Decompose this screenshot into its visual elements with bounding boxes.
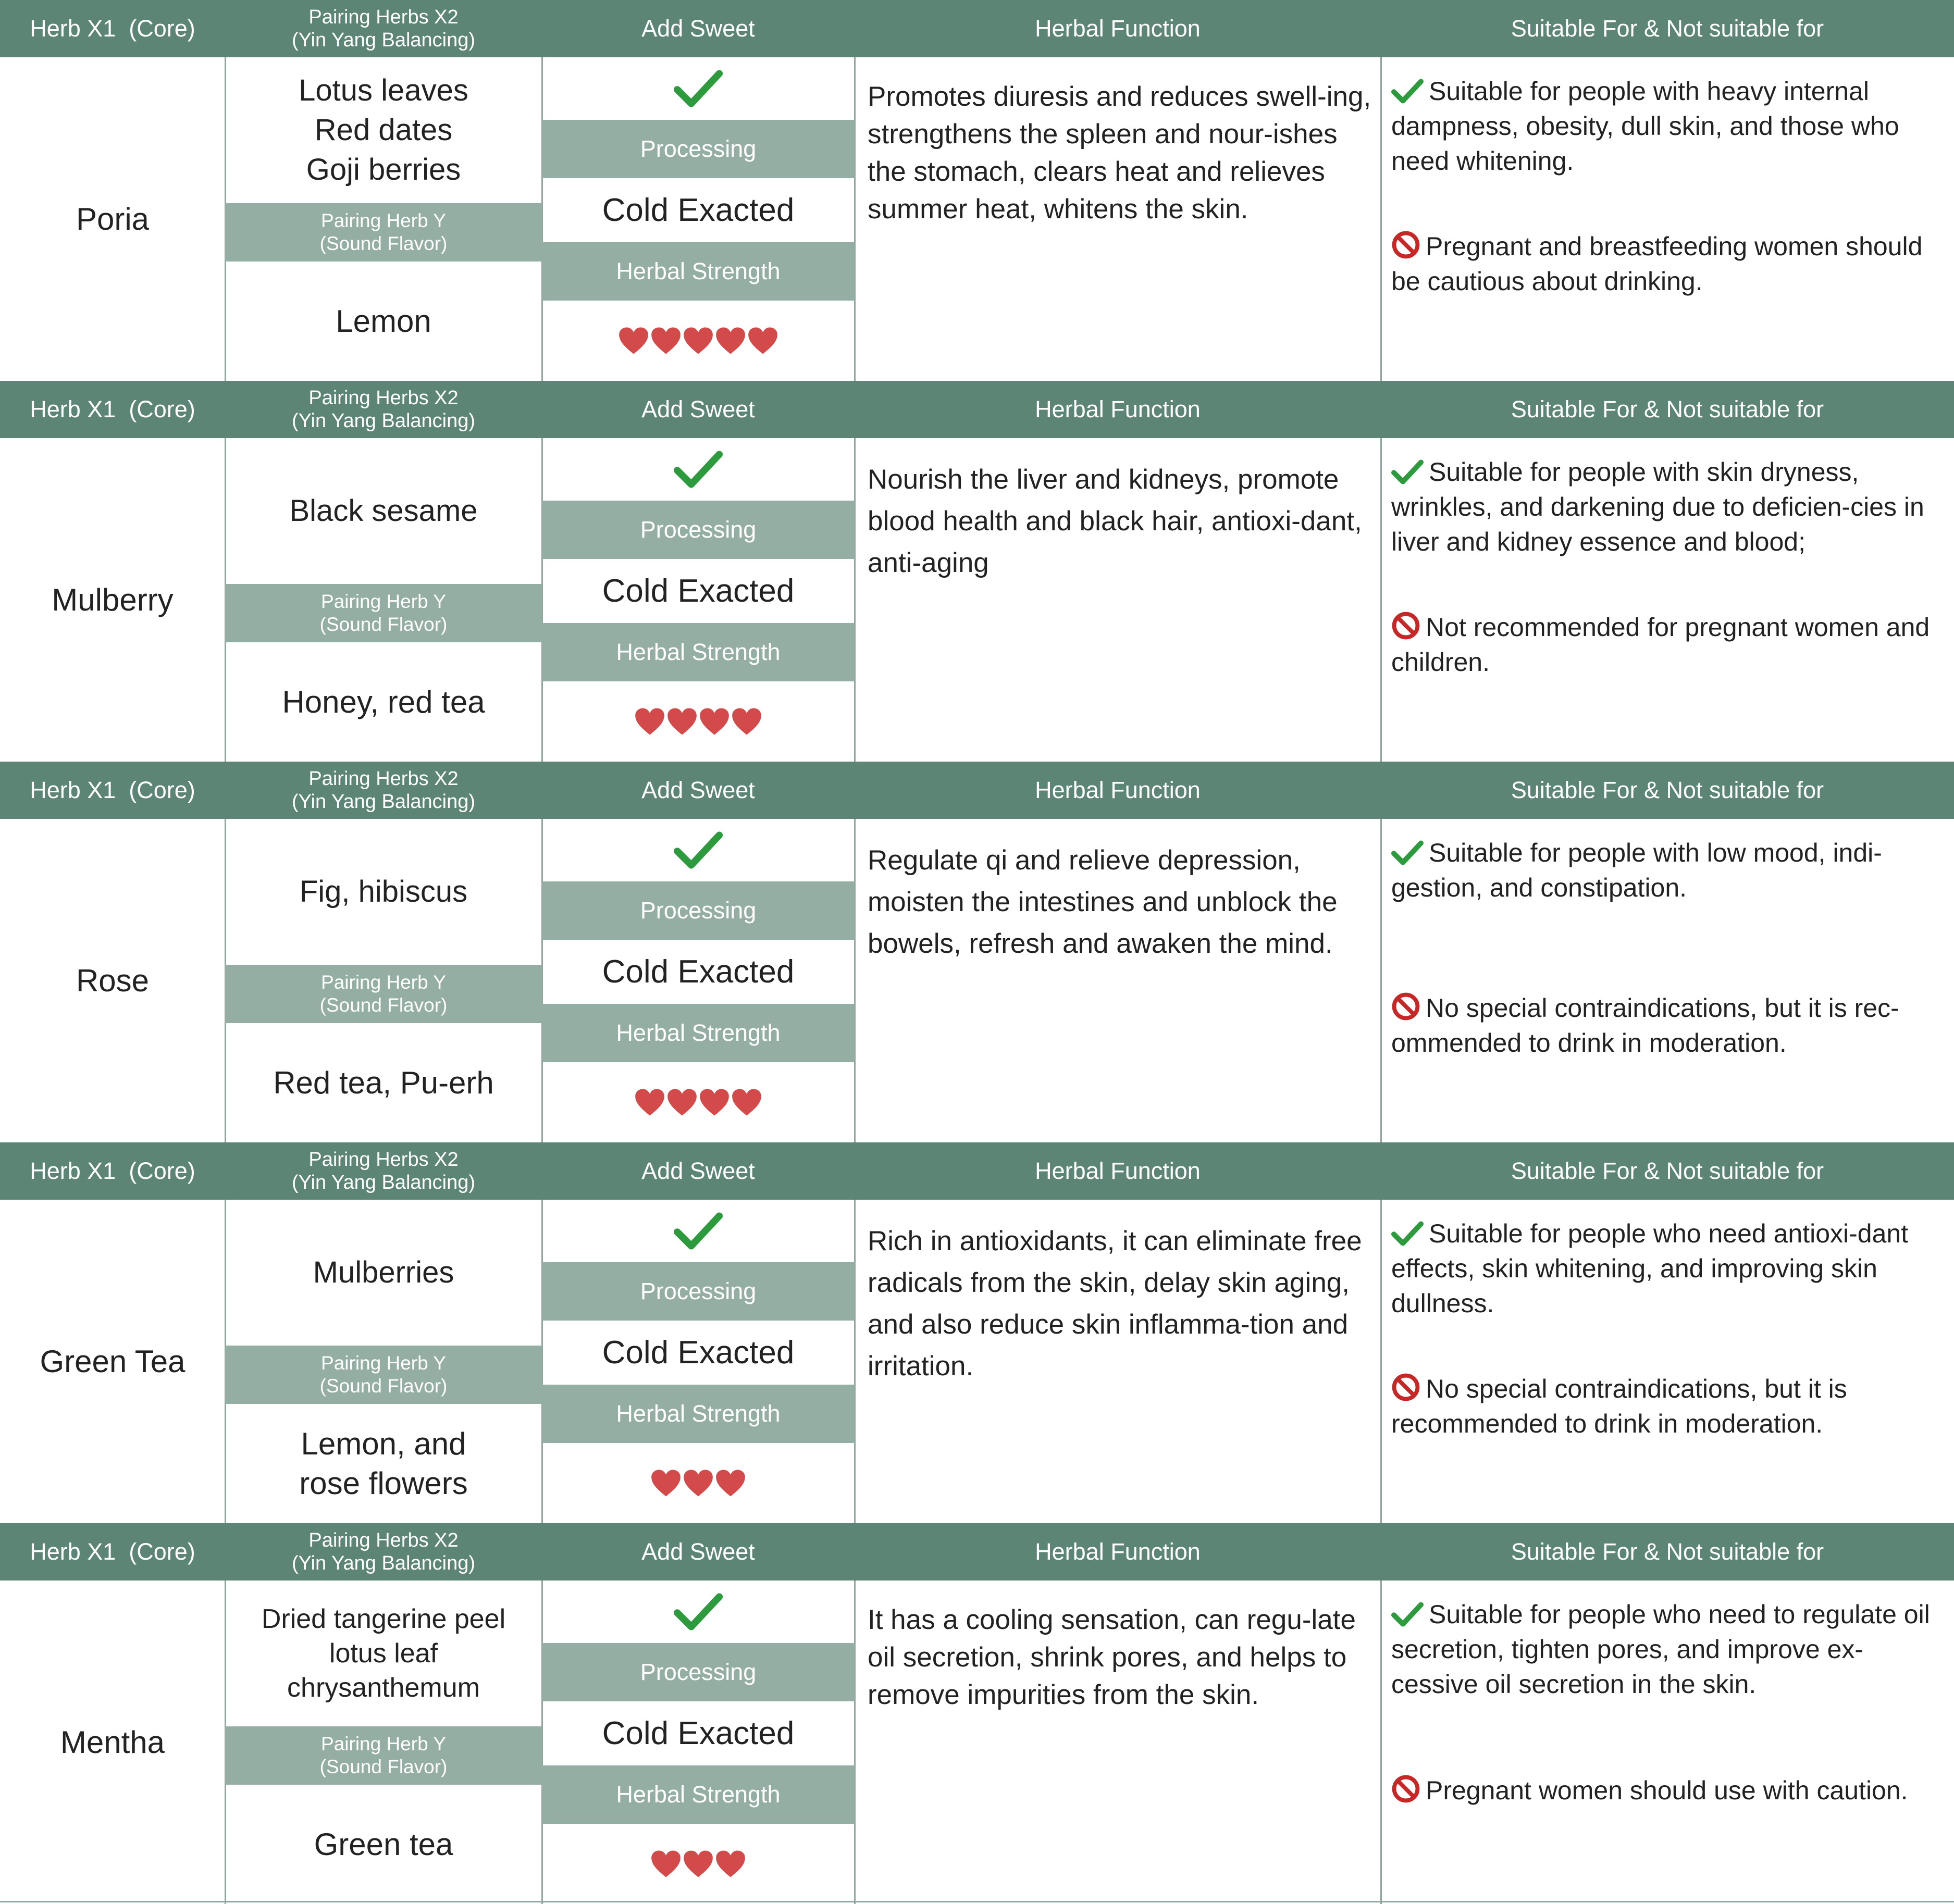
- processing-method: Cold Exacted: [602, 573, 795, 609]
- pairing-herb-item: Dried tangerine peel: [261, 1604, 506, 1634]
- pairing-y-item: Red tea, Pu-erh: [273, 1065, 494, 1100]
- pairing-herbs: [225, 1200, 542, 1346]
- herb-row-block: [0, 1523, 1954, 1904]
- herbal-function: Regulate qi and relieve depression, moisten the intestines and unblock the bowels, refresh and awaken the mind.: [868, 845, 1338, 959]
- header-function: Herbal Function: [1035, 15, 1201, 42]
- heart-icon: [715, 1850, 746, 1878]
- check-icon: [1391, 1221, 1424, 1247]
- check-icon: [673, 449, 723, 490]
- heart-icon: [651, 1850, 681, 1878]
- pairing-y-item: rose flowers: [299, 1465, 468, 1501]
- strength-hearts: [542, 1824, 855, 1904]
- pairing-herbs: [225, 1581, 542, 1726]
- pairing-y-label-line2: (Sound Flavor): [319, 994, 448, 1016]
- header-sweet: Add Sweet: [641, 396, 755, 422]
- herbal-function: It has a cooling sensation, can regu-late oil secretion, shrink pores, and helps to remove impurities from the skin.: [868, 1604, 1356, 1710]
- check-icon: [1391, 459, 1424, 485]
- header-core: Herb X1 (Core): [30, 15, 195, 42]
- heart-icon: [667, 707, 697, 736]
- header-pairing-line1: Pairing Herbs X2: [308, 1529, 459, 1551]
- pairing-herbs: [225, 438, 542, 584]
- not-suitable-for: [1391, 991, 1949, 1061]
- strength-label: Herbal Strength: [542, 1004, 855, 1062]
- no-entry-icon: [1391, 1774, 1420, 1803]
- header-pairing: [225, 1142, 542, 1200]
- header-suitable: Suitable For & Not suitable for: [1511, 1158, 1824, 1184]
- pairing-herb-item: chrysanthemum: [287, 1673, 480, 1703]
- pairing-herb-y: [225, 642, 542, 762]
- pairing-y-item: Lemon, and: [301, 1426, 466, 1461]
- strength-hearts: [542, 1443, 855, 1523]
- header-pairing: [225, 0, 542, 57]
- pairing-y-label-line2: (Sound Flavor): [319, 1756, 448, 1777]
- row-body: [0, 57, 1954, 381]
- strength-label: Herbal Strength: [542, 1765, 855, 1824]
- suitable-text: Suitable for people with skin dryness, wrinkles, and darkening due to deficien-cies in liver and kidney essence and blood;: [1391, 457, 1924, 556]
- row-body: [0, 438, 1954, 762]
- pairing-y-label-line2: (Sound Flavor): [319, 614, 448, 635]
- header-sweet: Add Sweet: [641, 1158, 755, 1184]
- row-body: [0, 1200, 1954, 1523]
- pairing-y-label-line1: Pairing Herb Y: [321, 1352, 446, 1374]
- header-core: Herb X1 (Core): [30, 396, 195, 422]
- pairing-y-item: Lemon: [336, 303, 431, 339]
- core-herb: Poria: [76, 202, 150, 237]
- pairing-y-label: [225, 584, 542, 642]
- suitable-text: Suitable for people with heavy internal dampness, obesity, dull skin, and those who need whitening.: [1391, 77, 1899, 176]
- row-body: [0, 1581, 1954, 1904]
- header-core: Herb X1 (Core): [30, 777, 195, 803]
- header-pairing-line1: Pairing Herbs X2: [308, 1149, 459, 1171]
- herb-row-block: [0, 762, 1954, 1142]
- pairing-y-label: [225, 965, 542, 1023]
- processing-method: Cold Exacted: [602, 954, 795, 990]
- column-divider: [1380, 438, 1382, 762]
- header-pairing: [225, 762, 542, 819]
- heart-icon: [699, 707, 729, 736]
- processing-label: Processing: [542, 120, 855, 178]
- column-divider: [1380, 1200, 1382, 1523]
- pairing-herbs: [225, 57, 542, 203]
- header-sweet: Add Sweet: [641, 1538, 755, 1565]
- add-sweet-check: [542, 1200, 855, 1262]
- pairing-y-item: Green tea: [314, 1826, 453, 1862]
- pairing-y-label: [225, 203, 542, 262]
- suitable-for: [1391, 1216, 1949, 1321]
- header-function: Herbal Function: [1035, 777, 1201, 803]
- suitable-for: [1391, 1597, 1949, 1702]
- add-sweet-check: [542, 1581, 855, 1643]
- header-function: Herbal Function: [1035, 1538, 1201, 1565]
- header-core: Herb X1 (Core): [30, 1538, 195, 1565]
- check-icon: [673, 830, 723, 870]
- header-suitable: Suitable For & Not suitable for: [1511, 1538, 1824, 1565]
- column-divider: [1380, 819, 1382, 1142]
- processing-label: Processing: [542, 881, 855, 940]
- herbal-function: Nourish the liver and kidneys, promote blood health and black hair, antioxi-dant, anti-aging: [868, 464, 1362, 578]
- strength-label: Herbal Strength: [542, 1385, 855, 1443]
- processing-method: Cold Exacted: [602, 1715, 795, 1751]
- not-suitable-text: No special contraindications, but it is rec-ommended to drink in moderation.: [1391, 993, 1899, 1057]
- not-suitable-text: Pregnant and breastfeeding women should be cautious about drinking.: [1391, 232, 1923, 296]
- suitable-text: Suitable for people with low mood, indi-gestion, and constipation.: [1391, 838, 1882, 902]
- herb-row-block: [0, 1142, 1954, 1523]
- pairing-y-label-line1: Pairing Herb Y: [321, 1733, 446, 1754]
- herbal-function: Promotes diuresis and reduces swell-ing, strengthens the spleen and nour-ishes the stomach, clears heat and relieves summer heat, whitens the skin.: [868, 81, 1371, 225]
- not-suitable-for: [1391, 1372, 1949, 1441]
- header-pairing-line1: Pairing Herbs X2: [308, 6, 459, 28]
- heart-icon: [683, 1850, 713, 1878]
- heart-icon: [715, 1469, 746, 1497]
- processing-label: Processing: [542, 1643, 855, 1701]
- heart-icon: [619, 327, 649, 355]
- pairing-y-label-line2: (Sound Flavor): [319, 233, 448, 254]
- check-icon: [673, 1591, 723, 1632]
- header-pairing-line2: (Yin Yang Balancing): [291, 1552, 476, 1574]
- header-sweet: Add Sweet: [641, 15, 755, 42]
- check-icon: [673, 68, 723, 109]
- pairing-y-label: [225, 1726, 542, 1785]
- strength-label: Herbal Strength: [542, 623, 855, 681]
- core-herb: Mulberry: [52, 582, 174, 617]
- header-function: Herbal Function: [1035, 1158, 1201, 1184]
- heart-icon: [651, 327, 681, 355]
- core-herb: Rose: [76, 963, 150, 998]
- heart-icon: [635, 1088, 665, 1116]
- no-entry-icon: [1391, 611, 1420, 640]
- header-pairing-line2: (Yin Yang Balancing): [291, 1172, 476, 1193]
- check-icon: [673, 1211, 723, 1251]
- pairing-y-label-line2: (Sound Flavor): [319, 1375, 448, 1397]
- column-divider: [1380, 57, 1382, 381]
- processing-label: Processing: [542, 1262, 855, 1321]
- check-icon: [1391, 840, 1424, 866]
- no-entry-icon: [1391, 230, 1420, 259]
- processing-method: Cold Exacted: [602, 192, 795, 228]
- herbal-function: Rich in antioxidants, it can eliminate free radicals from the skin, delay skin aging, and also reduce skin inflamma-tion and irritation.: [868, 1226, 1362, 1382]
- core-herb: Green Tea: [40, 1344, 185, 1379]
- header-sweet: Add Sweet: [641, 777, 755, 803]
- header-row: [0, 1523, 1954, 1581]
- header-suitable: Suitable For & Not suitable for: [1511, 396, 1824, 422]
- pairing-herb-item: Lotus leaves: [299, 73, 468, 107]
- processing-label: Processing: [542, 501, 855, 559]
- heart-icon: [667, 1088, 697, 1116]
- no-entry-icon: [1391, 992, 1420, 1021]
- column-divider: [1380, 1581, 1382, 1904]
- suitable-text: Suitable for people who need antioxi-dant effects, skin whitening, and improving skin dullness.: [1391, 1219, 1909, 1318]
- header-row: [0, 762, 1954, 819]
- row-body: [0, 819, 1954, 1142]
- check-icon: [1391, 78, 1424, 104]
- pairing-herb-item: Mulberries: [313, 1255, 454, 1289]
- pairing-y-item: Honey, red tea: [282, 684, 485, 719]
- pairing-y-label: [225, 1346, 542, 1404]
- header-pairing: [225, 381, 542, 438]
- not-suitable-for: [1391, 1773, 1949, 1808]
- pairing-herb-item: Black sesame: [289, 494, 478, 528]
- strength-label: Herbal Strength: [542, 242, 855, 301]
- suitable-for: [1391, 74, 1949, 179]
- not-suitable-text: No special contraindications, but it is recommended to drink in moderation.: [1391, 1374, 1847, 1438]
- header-function: Herbal Function: [1035, 396, 1201, 422]
- header-suitable: Suitable For & Not suitable for: [1511, 777, 1824, 803]
- herb-row-block: [0, 381, 1954, 762]
- pairing-herb-item: Goji berries: [306, 153, 461, 186]
- heart-icon: [699, 1088, 729, 1116]
- heart-icon: [732, 707, 762, 736]
- suitable-for: [1391, 455, 1949, 559]
- heart-icon: [715, 327, 746, 355]
- header-suitable: Suitable For & Not suitable for: [1511, 15, 1824, 42]
- pairing-herbs: [225, 819, 542, 965]
- herb-row-block: [0, 0, 1954, 381]
- header-pairing-line1: Pairing Herbs X2: [308, 768, 459, 790]
- add-sweet-check: [542, 438, 855, 501]
- header-core: Herb X1 (Core): [30, 1158, 195, 1184]
- strength-hearts: [542, 681, 855, 762]
- add-sweet-check: [542, 57, 855, 120]
- heart-icon: [683, 1469, 713, 1497]
- not-suitable-text: Pregnant women should use with caution.: [1426, 1776, 1908, 1805]
- not-suitable-for: [1391, 229, 1949, 299]
- heart-icon: [635, 707, 665, 736]
- heart-icon: [683, 327, 713, 355]
- suitable-for: [1391, 836, 1949, 905]
- strength-hearts: [542, 1062, 855, 1142]
- header-pairing-line1: Pairing Herbs X2: [308, 387, 459, 409]
- check-icon: [1391, 1601, 1424, 1627]
- header-row: [0, 0, 1954, 57]
- pairing-y-label-line1: Pairing Herb Y: [321, 210, 446, 231]
- pairing-y-label-line1: Pairing Herb Y: [321, 591, 446, 612]
- not-suitable-for: [1391, 610, 1949, 680]
- pairing-y-label-line1: Pairing Herb Y: [321, 972, 446, 993]
- pairing-herb-item: Fig, hibiscus: [299, 875, 468, 909]
- header-pairing-line2: (Yin Yang Balancing): [291, 29, 476, 51]
- header-pairing-line2: (Yin Yang Balancing): [291, 410, 476, 432]
- header-pairing-line2: (Yin Yang Balancing): [291, 791, 476, 813]
- pairing-herb-y: [225, 1785, 542, 1904]
- pairing-herb-y: [225, 1404, 542, 1523]
- add-sweet-check: [542, 819, 855, 881]
- pairing-herb-y: [225, 1023, 542, 1142]
- no-entry-icon: [1391, 1373, 1420, 1402]
- header-row: [0, 381, 1954, 438]
- strength-hearts: [542, 301, 855, 381]
- not-suitable-text: Not recommended for pregnant women and children.: [1391, 613, 1930, 677]
- header-pairing: [225, 1523, 542, 1581]
- pairing-herb-item: lotus leaf: [329, 1638, 438, 1669]
- pairing-herb-y: [225, 262, 542, 381]
- core-herb: Mentha: [60, 1725, 165, 1760]
- pairing-herb-item: Red dates: [314, 113, 453, 147]
- header-row: [0, 1142, 1954, 1200]
- heart-icon: [651, 1469, 681, 1497]
- heart-icon: [748, 327, 778, 355]
- processing-method: Cold Exacted: [602, 1335, 795, 1371]
- heart-icon: [732, 1088, 762, 1116]
- suitable-text: Suitable for people who need to regulate oil secretion, tighten pores, and improve ex-cessive oil secretion in the skin.: [1391, 1600, 1930, 1699]
